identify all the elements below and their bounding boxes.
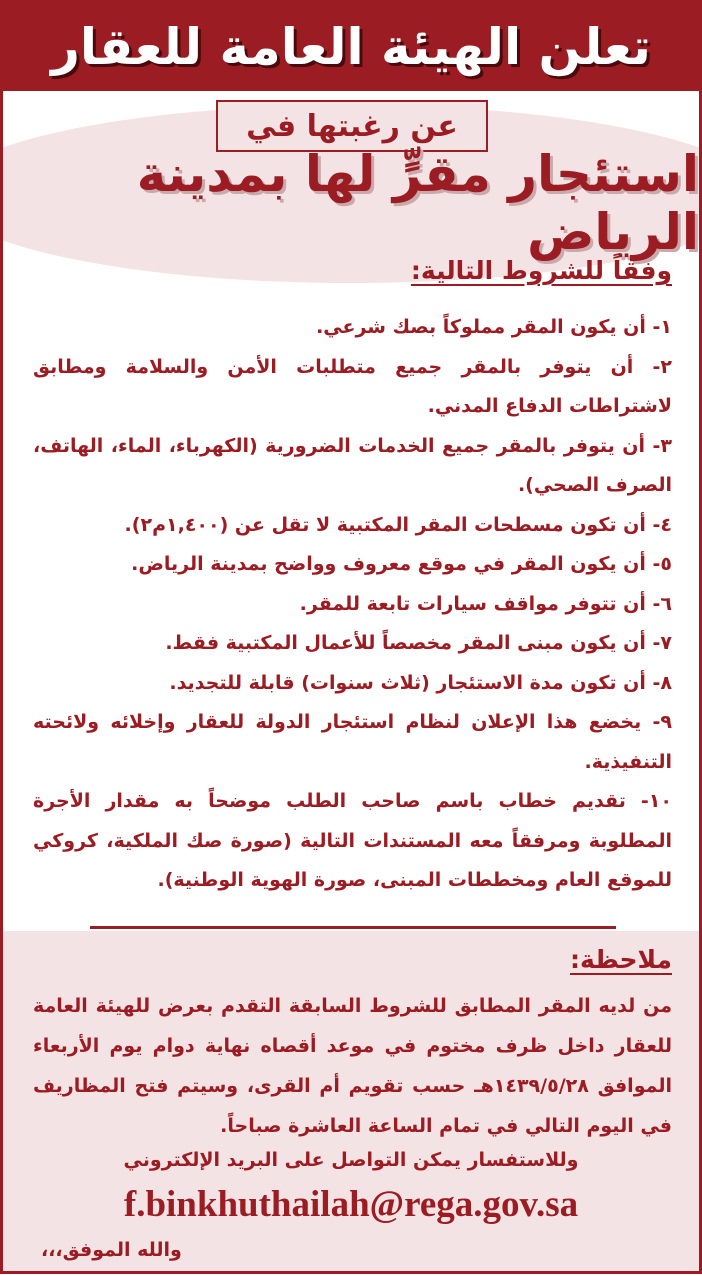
conditions-heading: وفقاً للشروط التالية: [410,256,672,285]
note-body: من لديه المقر المطابق للشروط السابقة التقدم بعرض للهيئة العامة للعقار داخل ظرف مختوم في موعد أقصاه نهاية دوام يوم الأربعاء الموافق ١٤٣٩/٥/٢٨هـ حسب تقويم أم القرى، وسيتم فتح المظاريف في اليوم التالي في تمام الساعة العاشرة صباحاً. [33,995,672,1137]
announcement-title: تعلن الهيئة العامة للعقار [51,18,651,76]
headline [3,145,699,261]
headline-text: استئجار مقرٍّ لها بمدينة الرياض [136,145,699,261]
condition-item: ٦- أن تتوفر مواقف سيارات تابعة للمقر. [299,592,672,615]
condition-item: ٣- أن يتوفر بالمقر جميع الخدمات الضرورية (الكهرباء، الماء، الهاتف، الصرف الصحي). [33,434,672,496]
condition-item: ٥- أن يكون المقر في موقع معروف وواضح بمدينة الرياض. [131,553,672,575]
condition-item: ٨- أن تكون مدة الاستئجار (ثلاث سنوات) قابلة للتجديد. [169,671,672,694]
condition-item: ٧- أن يكون مبنى المقر مخصصاً للأعمال المكتبية فقط. [165,632,672,654]
intro-text: عن رغبتها في [246,108,458,144]
closing-text: والله الموفق،،، [41,1239,182,1261]
condition-item: ٤- أن تكون مسطحات المقر المكتبية لا تقل عن (١,٤٠٠م٢). [124,513,672,536]
announcement-title-bar [3,3,699,91]
section-divider [90,926,616,929]
condition-item: ٩- يخضع هذا الإعلان لنظام استئجار الدولة للعقار وإخلائه ولائحته التنفيذية. [33,711,672,773]
condition-item: ٢- أن يتوفر بالمقر جميع متطلبات الأمن والسلامة ومطابق لاشتراطات الدفاع المدني. [33,355,672,417]
note-heading: ملاحظة: [570,945,672,974]
inquiry-text: وللاستفسار يمكن التواصل على البريد الإلكتروني [123,1149,579,1171]
conditions-list [33,308,672,901]
condition-item: ١- أن يكون المقر مملوكاً بصك شرعي. [316,316,672,338]
contact-email-link[interactable]: f.binkhuthailah@rega.gov.sa [123,1184,579,1225]
condition-item: ١٠- تقديم خطاب باسم صاحب الطلب موضحاً به مقدار الأجرة المطلوبة ومرفقاً معه المستندات التالية (صورة صك الملكية، كروكي للموقع العام ومخططات المبنى، صورة الهوية الوطنية). [33,790,672,891]
